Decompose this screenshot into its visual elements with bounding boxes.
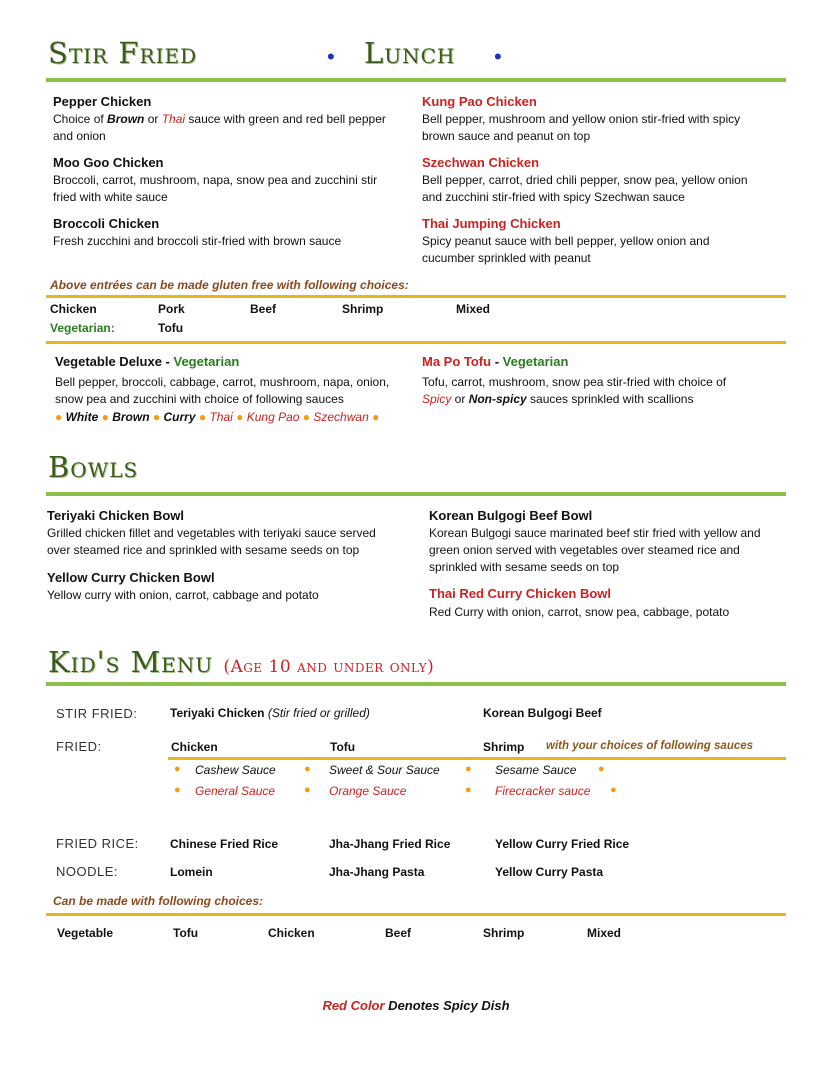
menu-item-desc: Bell pepper, carrot, dried chili pepper, snow pea, yellow onion and zucchini stir-fried with spicy Szechwan sauce bbox=[422, 173, 748, 204]
orange-dot-icon: ● bbox=[174, 784, 181, 796]
kids-category-label: NOODLE: bbox=[56, 864, 119, 879]
menu-item-name: Pepper Chicken bbox=[53, 94, 152, 109]
section-divider bbox=[46, 682, 786, 686]
sauce-option-spicy: Orange Sauce bbox=[329, 784, 407, 798]
kids-category-label: FRIED RICE: bbox=[56, 836, 139, 851]
protein-choice: Mixed bbox=[456, 302, 491, 316]
protein-choice: Chicken bbox=[268, 926, 315, 940]
orange-dot-icon: ● bbox=[610, 784, 617, 796]
menu-item-name: Yellow Curry Chicken Bowl bbox=[47, 570, 215, 585]
kids-item: Shrimp bbox=[483, 740, 525, 754]
sauce-option-spicy: Firecracker sauce bbox=[495, 784, 591, 798]
protein-choice: Beef bbox=[250, 302, 277, 316]
note-divider bbox=[46, 295, 786, 298]
bullet-dot: • bbox=[494, 44, 502, 69]
section-divider bbox=[46, 78, 786, 82]
kids-item: Chinese Fried Rice bbox=[170, 837, 279, 851]
orange-dot-icon: ● bbox=[372, 410, 380, 424]
menu-item-desc: Grilled chicken fillet and vegetables with teriyaki sauce served over steamed rice and sprinkled with sesame seeds on top bbox=[47, 526, 376, 557]
bullet-dot: • bbox=[327, 44, 335, 69]
orange-dot-icon: ● bbox=[598, 763, 605, 775]
protein-choice: Tofu bbox=[173, 926, 199, 940]
menu-item-name: Ma Po Tofu - Vegetarian bbox=[422, 354, 569, 369]
kids-item: Chicken bbox=[171, 740, 218, 754]
lunch-title: Lunch bbox=[364, 36, 456, 70]
sauce-option-spicy: General Sauce bbox=[195, 784, 276, 798]
kids-item: Yellow Curry Pasta bbox=[495, 865, 604, 879]
menu-item-desc: Choice of Brown or Thai sauce with green and red bell pepper and onion bbox=[53, 112, 386, 143]
vegetarian-label: Vegetarian: bbox=[50, 321, 115, 335]
menu-item-name-spicy: Szechwan Chicken bbox=[422, 155, 540, 170]
orange-dot-icon: ● bbox=[302, 410, 311, 424]
kids-item: Yellow Curry Fried Rice bbox=[495, 837, 630, 851]
menu-item-desc: Korean Bulgogi sauce marinated beef stir fried with yellow and green onion served with vegetables over steamed rice and sprinkled with sesame seeds on top bbox=[429, 526, 761, 574]
kids-item: Teriyaki Chicken (Stir fried or grilled) bbox=[170, 706, 370, 720]
section-divider bbox=[46, 492, 786, 496]
spicy-legend: Red Color Denotes Spicy Dish bbox=[322, 998, 510, 1013]
section-title-kids-menu: Kid's Menu (Age 10 and under only) bbox=[48, 645, 435, 679]
menu-item-name-spicy: Thai Red Curry Chicken Bowl bbox=[429, 586, 612, 601]
section-title-bowls: Bowls bbox=[48, 450, 139, 484]
menu-item-desc: Yellow curry with onion, carrot, cabbage and potato bbox=[47, 588, 319, 602]
sauce-options: ● White ● Brown ● Curry ● Thai ● Kung Pao ● Szechwan ● bbox=[55, 410, 380, 424]
orange-dot-icon: ● bbox=[198, 410, 207, 424]
orange-dot-icon: ● bbox=[55, 410, 63, 424]
menu-item-name: Vegetable Deluxe - Vegetarian bbox=[55, 354, 240, 369]
kids-category-label: STIR FRIED: bbox=[56, 706, 138, 721]
menu-item-name-spicy: Kung Pao Chicken bbox=[422, 94, 537, 109]
kids-item: Jha-Jhang Pasta bbox=[329, 865, 425, 879]
orange-dot-icon: ● bbox=[304, 763, 311, 775]
note-divider bbox=[46, 341, 786, 344]
orange-dot-icon: ● bbox=[465, 763, 472, 775]
kids-item: Korean Bulgogi Beef bbox=[483, 706, 602, 720]
menu-item-name: Korean Bulgogi Beef Bowl bbox=[429, 508, 593, 523]
menu-item-desc: Fresh zucchini and broccoli stir-fried with brown sauce bbox=[53, 234, 342, 248]
sauce-choice-note: with your choices of following sauces bbox=[546, 740, 754, 752]
note-divider bbox=[46, 913, 786, 916]
note-divider bbox=[168, 757, 786, 760]
kids-item: Lomein bbox=[170, 865, 213, 879]
menu-item-desc: Red Curry with onion, carrot, snow pea, cabbage, potato bbox=[429, 605, 730, 619]
orange-dot-icon: ● bbox=[152, 410, 161, 424]
kids-category-label: FRIED: bbox=[56, 739, 102, 754]
menu-item-desc: Bell pepper, broccoli, cabbage, carrot, mushroom, napa, onion, snow pea and zucchini with choice of following sauces bbox=[55, 375, 390, 406]
kids-item: Tofu bbox=[330, 740, 356, 754]
menu-item-desc: Spicy peanut sauce with bell pepper, yellow onion and cucumber sprinkled with peanut bbox=[422, 234, 710, 265]
kids-choices-note: Can be made with following choices: bbox=[53, 894, 264, 908]
protein-choice: Shrimp bbox=[342, 302, 384, 316]
sauce-option: Sweet & Sour Sauce bbox=[329, 763, 440, 777]
kids-item: Jha-Jhang Fried Rice bbox=[329, 837, 451, 851]
orange-dot-icon: ● bbox=[304, 784, 311, 796]
sauce-option: Cashew Sauce bbox=[195, 763, 276, 777]
orange-dot-icon: ● bbox=[236, 410, 244, 424]
orange-dot-icon: ● bbox=[465, 784, 472, 796]
protein-choice: Tofu bbox=[158, 321, 184, 335]
protein-choice: Shrimp bbox=[483, 926, 525, 940]
menu-item-desc: Broccoli, carrot, mushroom, napa, snow pea and zucchini stir fried with white sauce bbox=[53, 173, 378, 204]
menu-item-name-spicy: Thai Jumping Chicken bbox=[422, 216, 561, 231]
gluten-free-note: Above entrées can be made gluten free with following choices: bbox=[50, 278, 409, 292]
menu-item-name: Teriyaki Chicken Bowl bbox=[47, 508, 185, 523]
protein-choice: Pork bbox=[158, 302, 185, 316]
protein-choice: Mixed bbox=[587, 926, 622, 940]
menu-item-desc: Bell pepper, mushroom and yellow onion stir-fried with spicy brown sauce and peanut on top bbox=[422, 112, 741, 143]
orange-dot-icon: ● bbox=[101, 410, 109, 424]
menu-item-name: Broccoli Chicken bbox=[53, 216, 160, 231]
kids-age-note: (Age 10 and under only) bbox=[223, 657, 435, 677]
protein-choice: Chicken bbox=[50, 302, 97, 316]
protein-choice: Vegetable bbox=[57, 926, 114, 940]
section-title-stir-fried: Stir Fried bbox=[48, 36, 198, 70]
protein-choice: Beef bbox=[385, 926, 412, 940]
sauce-option: Sesame Sauce bbox=[495, 763, 577, 777]
orange-dot-icon: ● bbox=[174, 763, 181, 775]
menu-item-name: Moo Goo Chicken bbox=[53, 155, 164, 170]
menu-item-desc: Tofu, carrot, mushroom, snow pea stir-fried with choice of Spicy or Non-spicy sauces sprinkled with scallions bbox=[422, 375, 727, 406]
